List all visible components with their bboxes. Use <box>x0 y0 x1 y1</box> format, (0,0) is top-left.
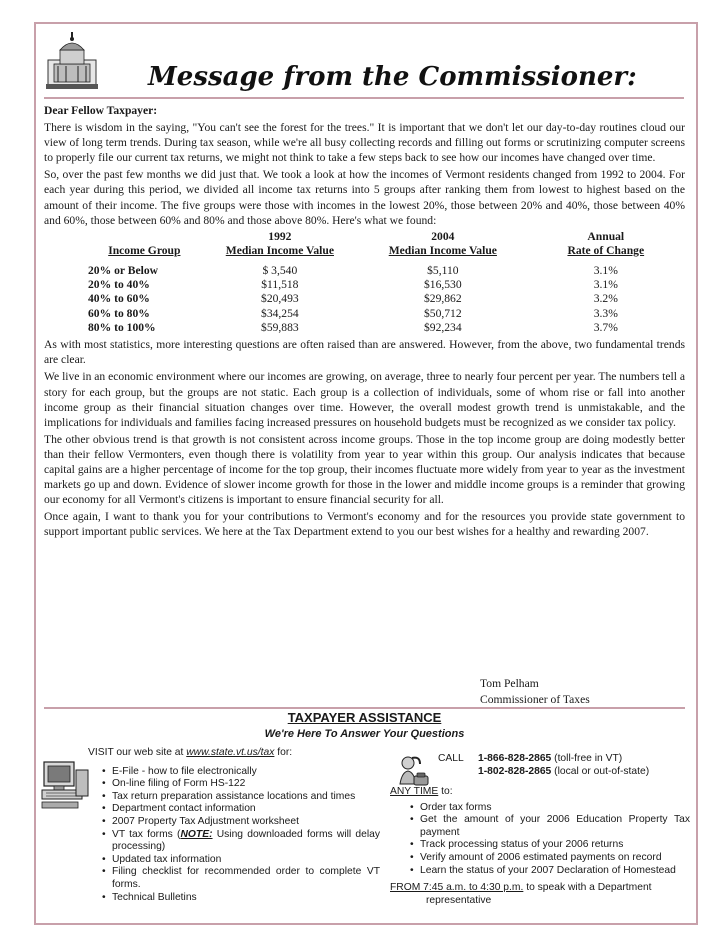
phone-services-list <box>410 802 690 878</box>
salutation: Dear Fellow Taxpayer: <box>44 104 158 117</box>
header-2004: 2004 <box>431 229 455 243</box>
assistance-divider <box>44 707 685 709</box>
letter-paragraph-3: As with most statistics, more interesting questions are often raised than are answered. However, from the above, two fundamental trends are clear. <box>44 338 685 367</box>
vermont-state-seal-icon <box>46 30 98 90</box>
header-rate-of-change: Rate of Change <box>567 243 645 257</box>
letter-paragraph-5: The other obvious trend is that growth is not consistent across income groups. Those in the top income group are doing modestly better than their fellow Vermonters, even though there is volatility from year to year within this group. Our analysis indicates that because capital gains are a higher percentage of income for the top group, their incomes fluctuate more widely from year to year as the investment markets go up and down. Evidence of slower income growth for those in the lower and middle income groups is a reminder that growing our economy for all Vermont's citizens is important to ensure financial security for all. <box>44 432 685 507</box>
visit-line: VISIT our web site at www.state.vt.us/tax for: <box>88 747 293 758</box>
list-item: • Tax return preparation assistance locations and times <box>102 791 380 804</box>
assistance-title: TAXPAYER ASSISTANCE <box>287 710 442 725</box>
assistance-subtitle: We're Here To Answer Your Questions <box>264 728 465 740</box>
list-item: • 2007 Property Tax Adjustment worksheet <box>102 816 380 829</box>
letter-paragraph-1: There is wisdom in the saying, "You can't see the forest for the trees." It is important that we don't let our day-to-day routines cloud our view of long term trends. During tax season, while we're all busy collecting records and filling out forms or scrutinizing computer screens to properly file our current tax returns, we might not think to take a few steps back to see how our incomes have changed over time. <box>44 121 685 165</box>
list-item: • Filing checklist for recommended order to complete VT forms. <box>102 866 380 891</box>
letter-paragraph-4: We live in an economic environment where our incomes are growing, on average, three to nearly four percent per year. The numbers tell a story for each group, but the groups are not static. Each group is a collection of individuals, some of whom rise or fall into another income group as their financial situation changes over time. However, the overall modest growth trend is unmistakable, and the implications for individuals and families facing increased pressures on household budgets must be recognized as we consider tax policy. <box>44 370 685 429</box>
table-row: 40% to 60% $20,493 $29,862 3.2% <box>88 292 618 306</box>
income-table-header-bottom <box>88 244 685 258</box>
table-row: 20% or Below $ 3,540 $5,110 3.1% <box>88 263 618 277</box>
table-row: 80% to 100% $59,883 $92,234 3.7% <box>88 320 618 334</box>
list-item: • On-line filing of Form HS-122 <box>102 778 380 791</box>
signature-name: Tom Pelham <box>480 677 539 690</box>
title-divider <box>44 97 684 99</box>
phone-number-local[interactable]: 1-802-828-2865 (local or out-of-state) <box>478 765 650 777</box>
anytime-heading: ANY TIME to: <box>390 786 453 797</box>
header-1992: 1992 <box>268 229 292 243</box>
table-row: 20% to 40% $11,518 $16,530 3.1% <box>88 278 618 292</box>
list-item: • VT tax forms (NOTE: Using downloaded forms will delay processing) <box>102 829 380 854</box>
header-income-group: Income Group <box>108 243 181 257</box>
signature-block <box>480 676 590 708</box>
web-services-column <box>88 747 380 904</box>
list-item: • Learn the status of your 2007 Declaration of Homestead <box>410 865 690 878</box>
list-item: • E-File - how to file electronically <box>102 766 380 779</box>
list-item: • Get the amount of your 2006 Education Property Tax payment <box>410 814 690 839</box>
office-hours-line-2: representative <box>426 894 492 906</box>
call-label: CALL <box>438 753 464 764</box>
header-1992-median: Median Income Value <box>225 243 334 257</box>
list-item: • Technical Bulletins <box>102 892 380 905</box>
letter-paragraph-6: Once again, I want to thank you for your contributions to Vermont's economy and for the resources you provide state government to support important public services. We here at the Tax Department extend to you our best wishes for a healthy and rewarding 2007. <box>44 510 685 539</box>
income-table <box>88 230 685 335</box>
phone-services-column <box>390 786 690 907</box>
list-item: • Track processing status of your 2006 returns <box>410 839 690 852</box>
list-item: • Department contact information <box>102 803 380 816</box>
signature-role: Commissioner of Taxes <box>480 693 590 706</box>
note-label: NOTE: <box>180 828 213 840</box>
table-row: 60% to 80% $34,254 $50,712 3.3% <box>88 306 618 320</box>
commissioner-letter <box>44 103 685 541</box>
list-item: • Verify amount of 2006 estimated payments on record <box>410 852 690 865</box>
list-item: • Updated tax information <box>102 854 380 867</box>
phone-number-tollfree[interactable]: 1-866-828-2865 (toll-free in VT) <box>478 753 623 764</box>
list-item: • Order tax forms <box>410 802 690 815</box>
header-annual: Annual <box>587 229 625 243</box>
header-2004-median: Median Income Value <box>388 243 497 257</box>
office-hours: FROM 7:45 a.m. to 4:30 p.m. to speak with a Department <box>390 882 652 894</box>
income-table-header-top <box>88 230 685 244</box>
website-link[interactable]: www.state.vt.us/tax <box>186 747 275 758</box>
web-services-list <box>102 766 380 905</box>
computer-icon <box>40 760 90 810</box>
telephone-person-icon <box>396 754 430 790</box>
page-title: Message from the Commissioner: <box>148 62 637 92</box>
letter-paragraph-2: So, over the past few months we did just that. We took a look at how the incomes of Vermont residents changed from 1992 to 2004. For each year during this period, we divided all income tax returns into 5 groups after ranking them from lowest to highest based on the amount of their income. The five groups were those with incomes in the lowest 20%, those between 20% and 40%, those between 40% and 60%, those between 60% and 80% and those above 80%. Here's what we found: <box>44 168 685 227</box>
